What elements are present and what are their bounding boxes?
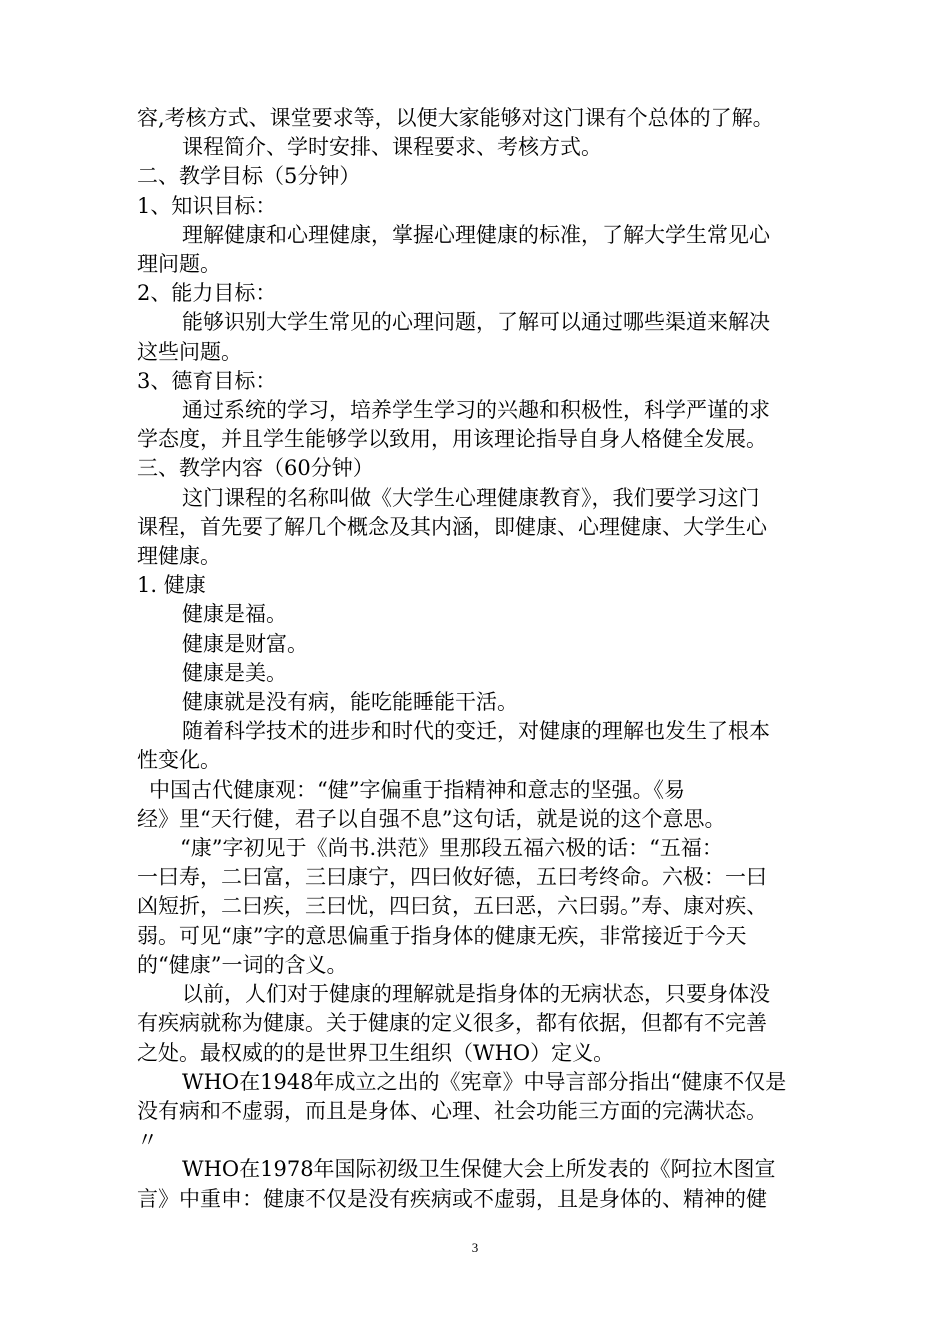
text-line: 课程简介、学时安排、课程要求、考核方式。 (182, 135, 602, 160)
text-line: 没有病和不虚弱，而且是身体、心理、社会功能三方面的完满状态。 (137, 1098, 767, 1123)
text-line: 三、教学内容（60分钟） (137, 456, 374, 481)
text-line: 一曰寿，二曰富，三曰康宁，四曰攸好德，五曰考终命。六极：一曰 (137, 865, 767, 890)
text-line: 这门课程的名称叫做《大学生心理健康教育》，我们要学习这门 (182, 485, 760, 510)
text-line: 性变化。 (137, 748, 221, 773)
text-line: 理问题。 (137, 252, 221, 277)
text-line: 通过系统的学习，培养学生学习的兴趣和积极性，科学严谨的求 (182, 398, 770, 423)
text-line: 健康是财富。 (182, 631, 308, 656)
text-line: 健康是福。 (182, 602, 287, 627)
text-line: “康”字初见于《尚书.洪范》里那段五福六极的话：“五福： (180, 836, 723, 861)
text-line: 中国古代健康观：“健”字偏重于指精神和意志的坚强。《易 (149, 777, 685, 802)
page-number: 3 (471, 1240, 479, 1255)
text-line: 以前，人们对于健康的理解就是指身体的无病状态，只要身体没 (182, 982, 770, 1007)
text-line: 这些问题。 (137, 339, 242, 364)
text-line: 言》中重申：健康不仅是没有疾病或不虚弱，且是身体的、精神的健 (137, 1186, 767, 1211)
text-line: 经》里“天行健，君子以自强不息”这句话，就是说的这个意思。 (137, 806, 726, 831)
text-line: 课程，首先要了解几个概念及其内涵，即健康、心理健康、大学生心 (137, 514, 767, 539)
text-line: 弱。可见“康”字的意思偏重于指身体的健康无疾，非常接近于今天 (137, 923, 747, 948)
text-line: 〃 (137, 1128, 158, 1153)
text-line: 健康就是没有病，能吃能睡能干活。 (182, 690, 518, 715)
text-line: WHO在1978年国际初级卫生保健大会上所发表的《阿拉木图宣 (182, 1157, 776, 1182)
document-body (137, 104, 827, 1214)
text-line: 1、知识目标： (137, 193, 277, 218)
text-line: 2、能力目标： (137, 281, 277, 306)
text-line: 3、德育目标： (137, 368, 277, 393)
text-line: 学态度，并且学生能够学以致用，用该理论指导自身人格健全发展。 (137, 427, 767, 452)
text-line: 之处。最权威的的是世界卫生组织（WHO）定义。 (137, 1040, 615, 1065)
text-line: 随着科学技术的进步和时代的变迁，对健康的理解也发生了根本 (182, 719, 770, 744)
text-line: 1. 健康 (137, 573, 206, 598)
text-line: 容,考核方式、课堂要求等，以便大家能够对这门课有个总体的了解。 (137, 106, 774, 130)
text-line: 理健康。 (137, 544, 221, 569)
text-line: 有疾病就称为健康。关于健康的定义很多，都有依据，但都有不完善 (137, 1011, 767, 1036)
text-line: 凶短折，二曰疾，三曰忧，四曰贫，五曰恶，六曰弱。”寿、康对疾、 (137, 894, 768, 919)
text-line: 健康是美。 (182, 660, 287, 685)
text-line: 能够识别大学生常见的心理问题，了解可以通过哪些渠道来解决 (182, 310, 770, 335)
text-line: 的“健康”一词的含义。 (137, 952, 348, 977)
text-line: 二、教学目标（5分钟） (137, 164, 361, 189)
text-line: 理解健康和心理健康，掌握心理健康的标准，了解大学生常见心 (182, 222, 770, 247)
text-line: WHO在1948年成立之出的《宪章》中导言部分指出“健康不仅是 (182, 1069, 787, 1094)
